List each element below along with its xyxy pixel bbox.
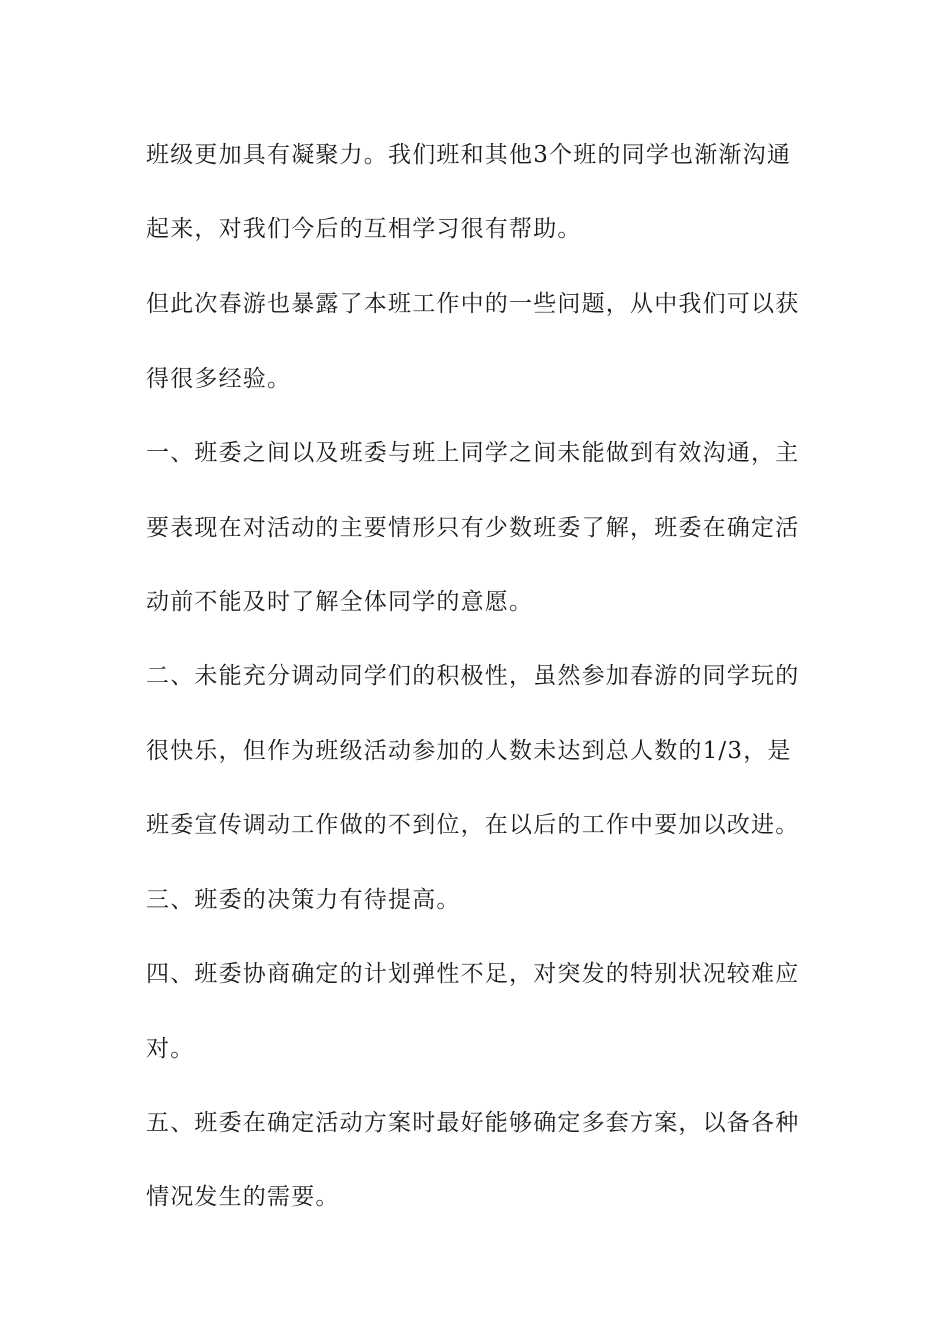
text-line: 情况发生的需要。 — [146, 1184, 340, 1210]
text-line: 班委宣传调动工作做的不到位，在以后的工作中要加以改进。 — [146, 812, 800, 838]
text-line: 五、班委在确定活动方案时最好能够确定多套方案，以备各种 — [146, 1110, 800, 1136]
text-line: 三、班委的决策力有待提高。 — [146, 887, 461, 913]
text-line: 得很多经验。 — [146, 366, 292, 392]
text-line: 起来，对我们今后的互相学习很有帮助。 — [146, 216, 582, 242]
text-line: 要表现在对活动的主要情形只有少数班委了解，班委在确定活 — [146, 515, 800, 541]
text-line: 很快乐，但作为班级活动参加的人数未达到总人数的1/3，是 — [146, 738, 792, 764]
text-line: 二、未能充分调动同学们的积极性，虽然参加春游的同学玩的 — [146, 663, 800, 689]
text-line: 对。 — [146, 1036, 195, 1062]
text-line: 但此次春游也暴露了本班工作中的一些问题，从中我们可以获 — [146, 291, 800, 317]
text-line: 四、班委协商确定的计划弹性不足，对突发的特别状况较难应 — [146, 961, 800, 987]
text-line: 班级更加具有凝聚力。我们班和其他3个班的同学也渐渐沟通 — [146, 142, 792, 168]
text-line: 动前不能及时了解全体同学的意愿。 — [146, 589, 534, 615]
text-line: 一、班委之间以及班委与班上同学之间未能做到有效沟通，主 — [146, 440, 800, 466]
